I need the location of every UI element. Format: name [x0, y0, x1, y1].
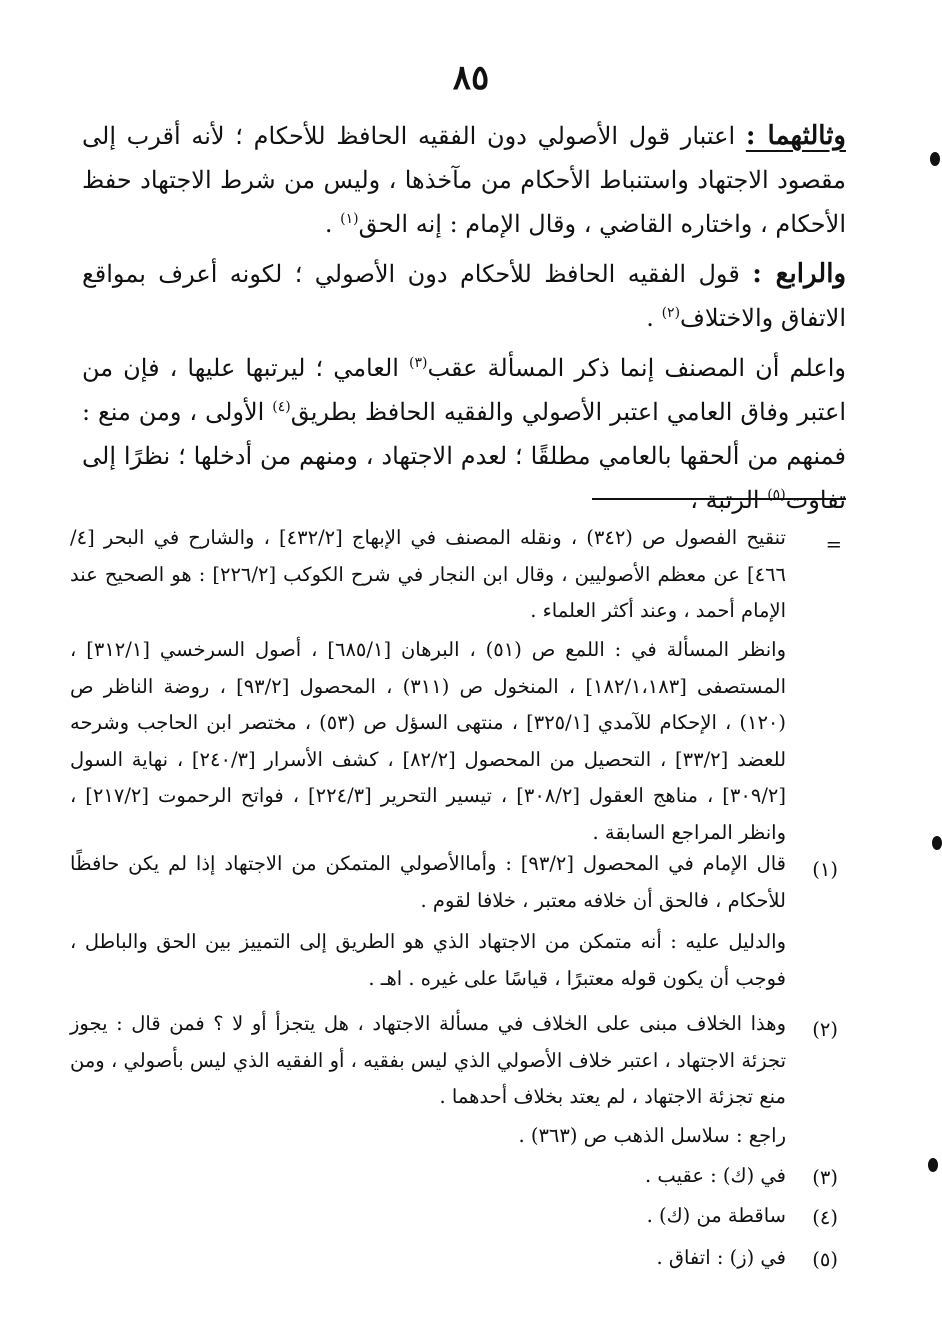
footnote-5-number: (٥): [812, 1248, 838, 1271]
scan-edge-mark: [932, 836, 942, 850]
footnote-ref-1[interactable]: (١): [340, 211, 359, 227]
third-opinion-text: اعتبار قول الأصولي دون الفقيه الحافظ للأحكام ؛ لأنه أقرب إلى مقصود الاجتهاد واستنباط الأحكام من مآخذها ، وليس من شرط الاجتهاد حفظ الأحكام ، واختاره القاضي ، وقال الإمام : إنه الحق: [82, 122, 846, 238]
paragraph-note: واعلم أن المصنف إنما ذكر المسألة عقب$^{(٣)}$ العامي ؛ ليرتبها عليها ، فإن من اعتبر وفاق العامي اعتبر الأصولي والفقيه الحافظ بطريق$^{(٤)}$ الأولى ، ومن منع : فمنهم من ألحقها بالعامي مطلقًا ؛ لعدم الاجتهاد ، ومنهم من أدخلها ؛ نظرًا إلى تفاوت$^{(٥)}$ الرتبة ،: [82, 354, 847, 514]
footnote-1-evidence: والدليل عليه : أنه متمكن من الاجتهاد الذي هو الطريق إلى التمييز بين الحق والباطل ، فوجب أن يكون قوله معتبرًا ، قياسًا على غيره . اهـ .: [70, 930, 786, 990]
paragraph-third-opinion: وثالثهما : اعتبار قول الأصولي دون الفقيه الحافظ للأحكام ؛ لأنه أقرب إلى مقصود الاجتهاد واستنباط الأحكام من مآخذها ، وليس من شرط الاجتهاد حفظ الأحكام ، واختاره القاضي ، وقال الإمام : إنه الحق$^{(١)}$ .: [82, 121, 846, 238]
footnote-2-reference: راجع : سلاسل الذهب ص (٣٦٣) .: [518, 1124, 786, 1147]
scan-edge-mark: [928, 1158, 938, 1172]
fourth-opinion-heading: والرابع :: [752, 259, 846, 289]
footnote-1-text: قال الإمام في المحصول [٩٣/٢] : وأماالأصولي المتمكن من الاجتهاد إذا لم يكن حافظًا للأحكام ، فالحق أن خلافه معتبر ، خلافا لقوم .: [70, 852, 786, 912]
footnote-continuation-text: تنقيح الفصول ص (٣٤٢) ، ونقله المصنف في الإبهاج [٤٣٢/٢] ، والشارح في البحر [٤/ ٤٦٦] عن معظم الأصوليين ، وقال ابن النجار في شرح الكوكب [٢٢٦/٢] : هو الصحيح عند الإمام أحمد ، وعند أكثر العلماء .: [70, 526, 787, 622]
footnote-4-text: ساقطة من (ك) .: [646, 1204, 786, 1227]
footnote-ref-5[interactable]: (٥): [767, 487, 786, 503]
footnote-4-number: (٤): [812, 1206, 838, 1229]
third-opinion-heading: وثالثهما :: [745, 121, 846, 151]
paragraph-fourth-opinion: والرابع : قول الفقيه الحافظ للأحكام دون الأصولي ؛ لكونه أعرف بمواقع الاتفاق والاختلاف$^{(٢)}$ .: [82, 259, 846, 332]
footnote-continuation-marker: =: [825, 533, 842, 556]
footnote-2-number: (٢): [812, 1018, 838, 1041]
footnote-1-number: (١): [812, 858, 838, 881]
page-number: ٨٥: [452, 58, 490, 98]
footnote-ref-2[interactable]: (٢): [661, 305, 681, 321]
footnote-3-text: في (ك) : عقيب .: [645, 1164, 786, 1187]
footnote-5-text: في (ز) : اتفاق .: [656, 1246, 786, 1269]
footnote-separator: [592, 498, 846, 500]
footnote-continuation-references: وانظر المسألة في : اللمع ص (٥١) ، البرهان [٦٨٥/١] ، أصول السرخسي [٣١٢/١] ، المستصفى [١٨٢/١،١٨٣] ، المنخول ص (٣١١) ، المحصول [٩٣/٢] ، روضة الناظر ص (١٢٠) ، الإحكام للآمدي [٣٢٥/١] ، منتهى السؤل ص (٥٣) ، مختصر ابن الحاجب وشرحه للعضد [٣٣/٢] ، التحصيل من المحصول [٨٢/٢] ، كشف الأسرار [٢٤٠/٣] ، نهاية السول [٣٠٩/٢] ، مناهج العقول [٣٠٨/٢] ، تيسير التحرير [٢٢٤/٣] ، فواتح الرحموت [٢١٧/٢] ، وانظر المراجع السابقة .: [70, 638, 787, 844]
footnote-ref-4[interactable]: (٤): [272, 399, 291, 415]
fourth-opinion-text: قول الفقيه الحافظ للأحكام دون الأصولي ؛ لكونه أعرف بمواقع الاتفاق والاختلاف: [82, 260, 846, 332]
footnote-2-text: وهذا الخلاف مبنى على الخلاف في مسألة الاجتهاد ، هل يتجزأ أو لا ؟ فمن قال : يجوز تجزئة الاجتهاد ، اعتبر خلاف الأصولي الذي ليس بفقيه ، أو الفقيه الذي ليس بأصولي ، ومن منع تجزئة الاجتهاد ، لم يعتد بخلاف أحدهما .: [70, 1012, 786, 1108]
footnote-ref-3[interactable]: (٣): [408, 355, 428, 371]
scan-edge-mark: [930, 152, 940, 166]
footnote-3-number: (٣): [812, 1166, 838, 1189]
